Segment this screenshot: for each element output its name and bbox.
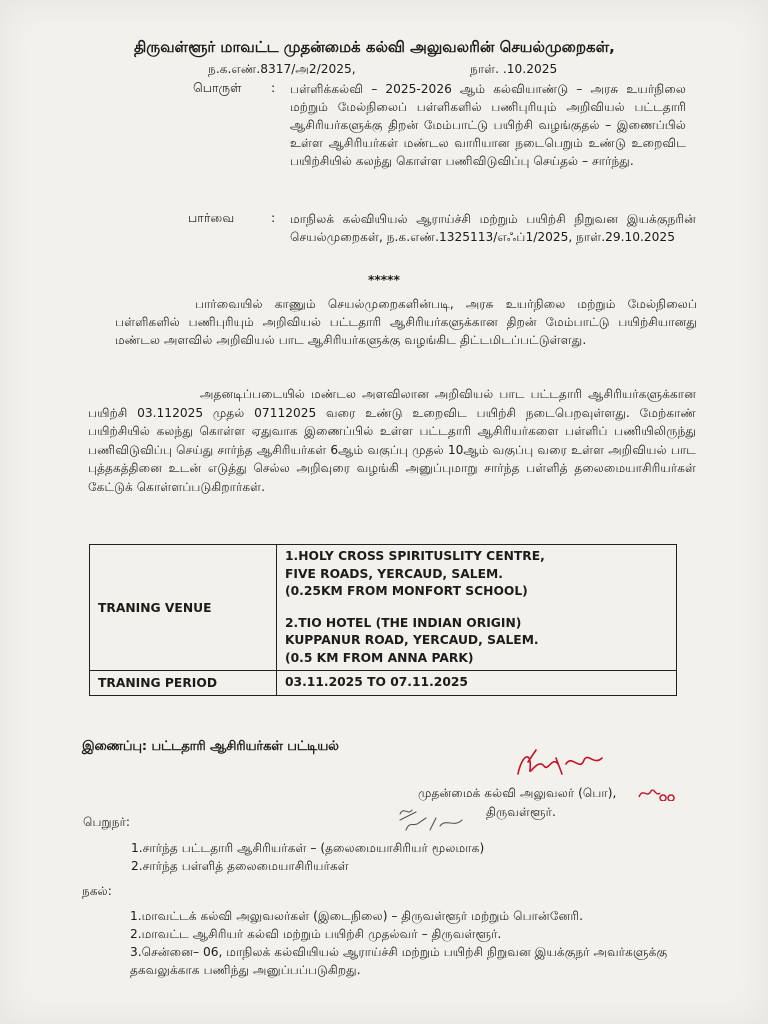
officer-signature (510, 744, 620, 784)
body-paragraph-2: அதனடிப்படையில் மண்டல அளவிலான அறிவியல் பாட பட்டதாரி ஆசிரியர்களுக்கான பயிற்சி 03.112025 முதல் 07112025 வரை உண்டு உறைவிட பயிற்சி நடைபெறவுள்ளது. மேற்காண் பயிற்சியில் கலந்து கொள்ள ஏதுவாக இணைப்பில் உள்ள பட்டதாரி ஆசிரியர்களை பள்ளிப் பணியிலிருந்து பணிவிடுவிப்பு செய்து சார்ந்த ஆசிரியர்கள் 6ஆம் வகுப்பு முதல் 10ஆம் வகுப்பு வரை உள்ள அறிவியல் பாட புத்தகத்தினை உடன் எடுத்து செல்ல அறிவுரை வழங்கி அனுப்புமாறு சார்ந்த பள்ளித் தலைமையாசிரியர்கள் கேட்டுக் கொள்ளப்படுகிறார்கள். (88, 387, 696, 494)
venue-line: 2.TIO HOTEL (THE INDIAN ORIGIN) (285, 615, 522, 630)
copy-item: 2.மாவட்ட ஆசிரியர் கல்வி மற்றும் பயிற்சி முதல்வர் – திருவள்ளூர். (130, 927, 502, 941)
period-value-cell: 03.11.2025 TO 07.11.2025 (277, 671, 677, 696)
enclosure-note: இணைப்பு: பட்டதாரி ஆசிரியர்கள் பட்டியல் (82, 739, 339, 754)
table-row (90, 545, 677, 671)
reference-number: ந.க.எண்.8317/அ2/2025, (208, 62, 356, 76)
copy-item: 3.சென்னை– 06, மாநிலக் கல்வியியல் ஆராய்ச்சி மற்றும் பயிற்சி நிறுவன இயக்குநர் அவர்களுக்கு தகவலுக்காக பணிந்து அனுப்பப்படுகிறது. (130, 945, 668, 977)
venue-line: 1.HOLY CROSS SPIRITUSLITY CENTRE, (285, 549, 545, 563)
venue-line: (0.5 KM FROM ANNA PARK) (285, 650, 474, 665)
subject-text: பள்ளிக்கல்வி – 2025-2026 ஆம் கல்வியாண்டு – அரசு உயர்நிலை மற்றும் மேல்நிலைப் பள்ளிகளில் பணிபுரியும் அறிவியல் பட்டதாரி ஆசிரியர்களுக்கு திறன் மேம்பாட்டு பயிற்சி வழங்குதல் – இணைப்பில் உள்ள ஆசிரியர்கள் மண்டல வாரியான நடைபெறும் உண்டு உறைவிட பயிற்சியில் கலந்து கொள்ள பணிவிடுவிப்பு செய்தல் – சார்ந்து. (290, 82, 686, 168)
venue-line: KUPPANUR ROAD, YERCAUD, SALEM. (285, 633, 539, 647)
venue-spacer (285, 601, 668, 615)
table-row (90, 671, 677, 696)
office-title: திருவள்ளூர் மாவட்ட முதன்மைக் கல்வி அலுவலரின் செயல்முறைகள், (134, 38, 615, 56)
copy-item: 1.மாவட்டக் கல்வி அலுவலர்கள் (இடைநிலை) – திருவள்ளூர் மற்றும் பொன்னேரி. (130, 909, 583, 923)
document-date: நாள். .10.2025 (470, 62, 558, 76)
recipients-label: பெறுநர்: (83, 815, 131, 829)
reference-colon: : (271, 210, 276, 225)
signatory-place: திருவள்ளூர். (486, 805, 556, 819)
separator-stars: ***** (368, 273, 400, 287)
venue-line: (0.25KM FROM MONFORT SCHOOL) (285, 584, 528, 598)
venue-value-cell (277, 545, 677, 671)
body-paragraph-1: பார்வையில் காணும் செயல்முறைகளின்படி, அரசு உயர்நிலை மற்றும் மேல்நிலைப் பள்ளிகளில் பணிபுரியும் அறிவியல் பட்டதாரி ஆசிரியர்களுக்கான திறன் மேம்பாட்டு பயிற்சியானது மண்டல அளவில் அறிவியல் பாட ஆசிரியர்களுக்கு வழங்கிட திட்டமிடப்பட்டுள்ளது. (115, 297, 697, 347)
recipient-item: 2.சார்ந்த பள்ளித் தலைமையாசிரியர்கள் (131, 859, 349, 873)
subject-colon: : (271, 80, 276, 95)
training-table (89, 544, 677, 696)
subject-label: பொருள் (193, 80, 242, 95)
copy-label: நகல்: (82, 884, 112, 898)
reference-label: பார்வை (188, 210, 235, 225)
period-label-cell: TRANING PERIOD (90, 671, 277, 696)
recipient-item: 1.சார்ந்த பட்டதாரி ஆசிரியர்கள் – (தலைமையாசிரியர் மூலமாக) (131, 841, 485, 855)
initials-mark (636, 785, 678, 801)
venue-line: FIVE ROADS, YERCAUD, SALEM. (285, 566, 503, 581)
reference-text: மாநிலக் கல்வியியல் ஆராய்ச்சி மற்றும் பயிற்சி நிறுவன இயக்குநரின் செயல்முறைகள், ந.க.எண்.1325113/எஃப்1/2025, நாள்.29.10.2025 (290, 212, 696, 244)
venue-label-cell: TRANING VENUE (90, 545, 277, 671)
signatory-designation: முதன்மைக் கல்வி அலுவலர் (பொ), (418, 786, 617, 800)
handwritten-date-note (396, 804, 476, 834)
